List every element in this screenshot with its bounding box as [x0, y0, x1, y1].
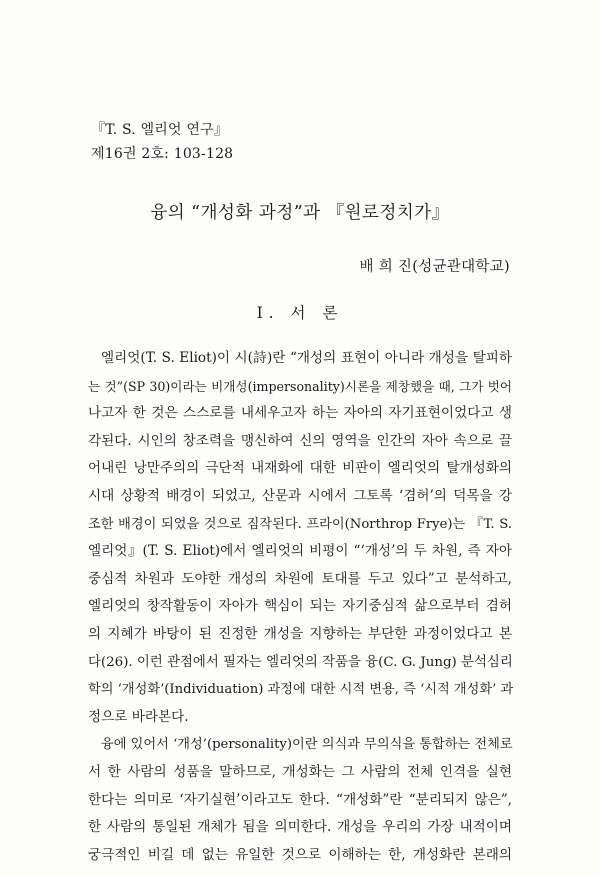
paragraph-1-line-2: 는 것”(SP 30)이라는 비개성(impersonality)시론을 제창했을 때, 그가 벗어 [88, 378, 512, 394]
paragraph-1-line-12: 다(26). 이런 관점에서 필자는 엘리엇의 작품을 융(C. G. Jung) 분석심리 [88, 654, 513, 670]
paragraph-2-line-1: 융에 있어서 ‘개성’(personality)이란 의식과 무의식을 통합하는 전체로 [101, 737, 513, 753]
article-author: 배 희 진(성균관대학교) [359, 259, 510, 275]
paragraph-1-line-4: 각된다. 시인의 창조력을 맹신하여 신의 영역을 인간의 자아 속으로 끌 [88, 432, 512, 449]
paragraph-1-line-9: 중심적 차원과 도야한 개성의 차원에 토대를 두고 있다”고 분석하고, [88, 570, 512, 587]
journal-name: 『T. S. 엘리엇 연구』 [91, 122, 229, 138]
paragraph-1-line-13: 학의 ‘개성화’(Individuation) 과정에 대한 시적 변용, 즉 ‘시적 개성화’ 과 [88, 682, 514, 698]
paragraph-1-line-1: 엘리엇(T. S. Eliot)이 시(詩)란 “개성의 표현이 아니라 개성을 탈피하 [101, 350, 512, 366]
paragraph-1-line-8: 엘리엇』(T. S. Eliot)에서 엘리엇의 비평이 “‘개성’의 두 차원, 즉 자아 [88, 543, 512, 560]
paragraph-1-line-6: 시대 상황적 배경이 되었고, 산문과 시에서 그토록 ‘겸허’의 덕목을 강 [88, 487, 512, 504]
paragraph-1-line-11: 의 지혜가 바탕이 된 진정한 개성을 지향하는 부단한 과정이었다고 본 [88, 625, 512, 642]
article-title: 융의 “개성화 과정”과 『원로정치가』 [150, 203, 450, 223]
journal-volume: 제16권 2호: 103-128 [91, 146, 234, 162]
journal-header [91, 118, 233, 166]
paragraph-2-line-2: 서 한 사람의 성품을 말하므로, 개성화는 그 사람의 전체 인격을 실현 [88, 763, 512, 780]
section-heading: I. 서 론 [256, 304, 344, 322]
paragraph-1-line-3: 나고자 한 것은 스스로를 내세우고자 하는 자아의 자기표현이었다고 생 [88, 405, 512, 422]
article-body [88, 345, 512, 869]
paragraph-1-line-10: 엘리엇의 창작활동이 자아가 핵심이 되는 자기중심적 삶으로부터 겸허 [88, 598, 512, 615]
paragraph-2-line-5: 궁극적인 비길 데 없는 유일한 것으로 이해하는 한, 개성화란 본래의 [88, 846, 512, 863]
paragraph-2-line-4: 한 사람의 통일된 개체가 됨을 의미한다. 개성을 우리의 가장 내적이며 [88, 819, 512, 836]
paragraph-1-line-7: 조한 배경이 되었을 것으로 짐작된다. 프라이(Northrop Frye)는 『T. S. [88, 516, 512, 532]
paragraph-2-line-3: 한다는 의미로 ‘자기실현’이라고도 한다. “개성화”란 “분리되지 않은”, [88, 791, 512, 808]
paragraph-1-line-14: 정으로 바라본다. [88, 708, 189, 725]
paragraph-1-line-5: 어내린 낭만주의의 극단적 내재화에 대한 비판이 엘리엇의 탈개성화의 [88, 460, 512, 477]
